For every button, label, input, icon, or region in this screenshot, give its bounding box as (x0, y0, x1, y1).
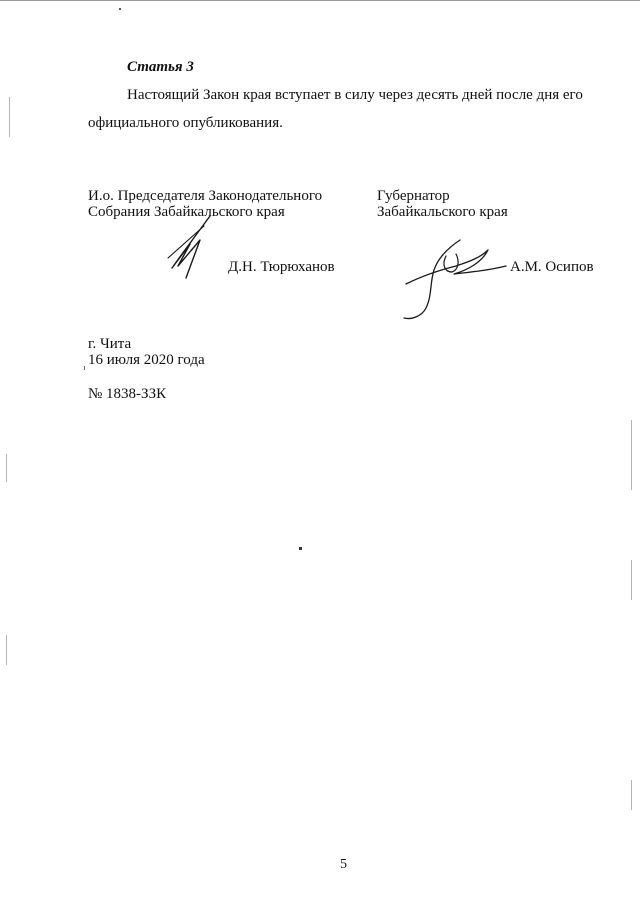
right-handwritten-signature (398, 236, 510, 322)
scan-artifact (631, 560, 632, 600)
scan-artifact (631, 780, 632, 810)
article-paragraph-line-2: официального опубликования. (88, 115, 283, 131)
scan-artifact (9, 97, 10, 137)
left-signatory-name: Д.Н. Тюрюханов (228, 259, 335, 275)
left-signatory-title-line-2: Собрания Забайкальского края (88, 204, 285, 220)
scan-artifact (119, 8, 121, 10)
right-signatory-name: А.М. Осипов (510, 259, 594, 275)
left-signatory-title-line-1: И.о. Председателя Законодательного (88, 188, 323, 204)
scan-artifact (6, 635, 7, 665)
place-of-signing: г. Чита (88, 336, 132, 352)
left-handwritten-signature (160, 214, 220, 282)
signing-date: 16 июля 2020 года (88, 352, 205, 368)
article-paragraph-line-1: Настоящий Закон края вступает в силу через десять дней после дня его (127, 87, 583, 103)
article-heading: Статья 3 (127, 59, 194, 75)
scan-artifact (299, 547, 302, 550)
page-number: 5 (340, 857, 347, 872)
scan-artifact (631, 420, 632, 490)
scan-top-edge (0, 0, 640, 1)
scan-artifact (6, 454, 7, 482)
right-signatory-title-line-2: Забайкальского края (377, 204, 508, 220)
law-number: № 1838-ЗЗК (88, 386, 167, 402)
scan-artifact (84, 366, 85, 370)
right-signatory-title-line-1: Губернатор (377, 188, 450, 204)
